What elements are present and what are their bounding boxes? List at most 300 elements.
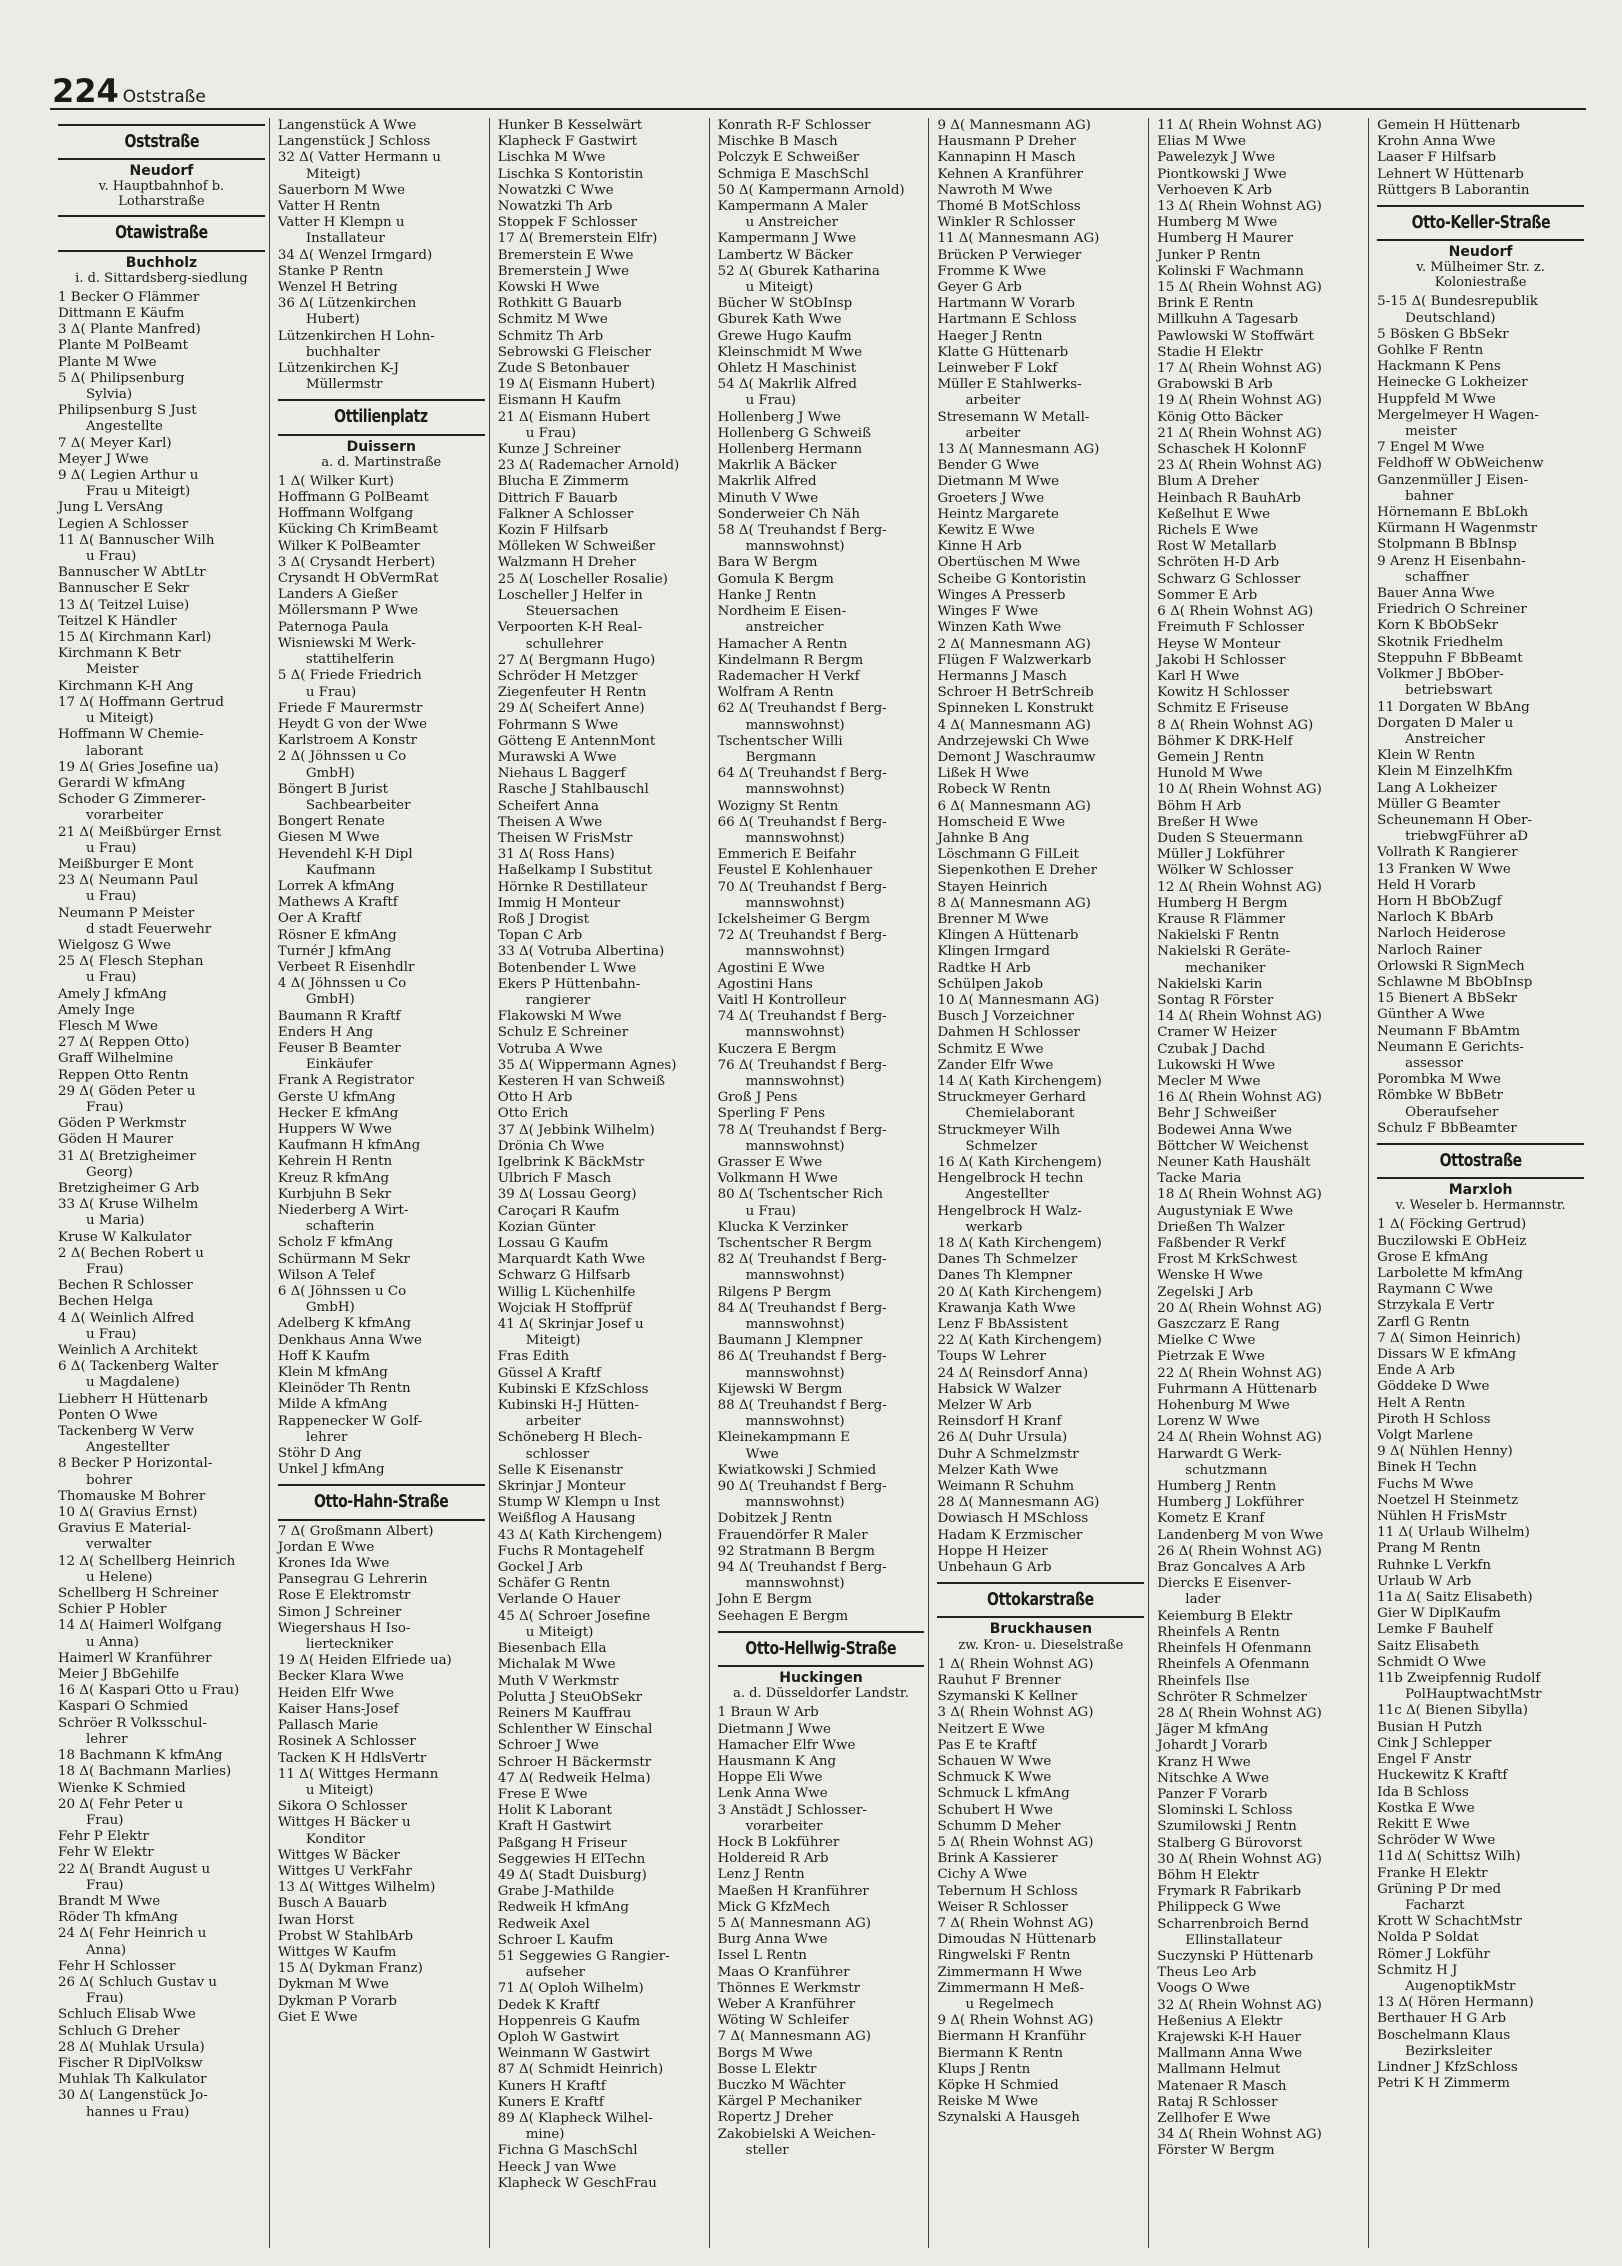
resident-entry: Gohlke F Rentn xyxy=(1377,343,1484,359)
resident-entry: Makrlik Alfred xyxy=(717,474,817,490)
entry-continuation: laborant xyxy=(86,743,144,759)
entry-continuation: Hubert) xyxy=(305,312,360,328)
resident-entry: Kubinski E KfzSchloss xyxy=(497,1381,649,1397)
resident-entry: 21 Δ( Eismann Hubert xyxy=(497,409,650,425)
resident-entry: Jahnke B Ang xyxy=(937,830,1030,846)
street-name: Otto-Hellwig-Straße xyxy=(745,1637,897,1659)
resident-entry: Willig L Küchenhilfe xyxy=(497,1284,636,1300)
resident-entry: Bechen R Schlosser xyxy=(58,1278,193,1294)
resident-entry: Sikora O Schlosser xyxy=(277,1799,408,1815)
resident-entry: Dahmen H Schlosser xyxy=(937,1025,1080,1041)
resident-entry: Groß J Pens xyxy=(717,1090,798,1106)
resident-entry: Bosse L Elektr xyxy=(717,2061,817,2077)
resident-entry: 18 Bachmann K kfmAng xyxy=(58,1748,223,1764)
resident-entry: Kürmann H Wagenmstr xyxy=(1377,521,1538,537)
resident-entry: 1 Becker O Flämmer xyxy=(58,289,200,305)
resident-entry: Danes Th Klempner xyxy=(937,1268,1073,1284)
resident-entry: Hamacher A Rentn xyxy=(717,636,848,652)
entry-continuation: Frau) xyxy=(86,1099,124,1115)
resident-entry: Meißburger E Mont xyxy=(58,856,194,872)
resident-entry: Heßenius A Elektr xyxy=(1157,2013,1283,2029)
resident-entry: Schulz E Schreiner xyxy=(497,1025,629,1041)
entry-continuation: GmbH) xyxy=(305,992,355,1008)
entry-continuation: mannswohnst) xyxy=(745,717,845,733)
resident-entry: Sperling F Pens xyxy=(717,1106,826,1122)
resident-entry: Kleinöder Th Rentn xyxy=(277,1381,411,1397)
resident-entry: Binek H Techn xyxy=(1377,1460,1477,1476)
resident-entry: Wölker W Schlosser xyxy=(1157,863,1293,879)
resident-entry: 88 Δ( Treuhandst f Berg- xyxy=(717,1398,887,1414)
entry-continuation: mine) xyxy=(525,2127,565,2143)
resident-entry: Biermann K Rentn xyxy=(937,2045,1063,2061)
resident-entry: Wenske H Wwe xyxy=(1157,1268,1263,1284)
resident-entry: Weiser R Schlosser xyxy=(937,1899,1068,1915)
resident-entry: Polczyk E Schweißer xyxy=(717,150,860,166)
resident-entry: Hadam K Erzmischer xyxy=(937,1527,1083,1543)
resident-entry: Caroçari R Kaufm xyxy=(497,1203,620,1219)
resident-entry: Rilgens P Bergm xyxy=(717,1284,832,1300)
entry-continuation: Frau) xyxy=(86,1262,124,1277)
resident-entry: Schmitz E Friseuse xyxy=(1157,701,1289,717)
entry-continuation: stattihelferin xyxy=(305,652,395,668)
resident-entry: Richels E Wwe xyxy=(1157,523,1259,539)
resident-entry: Klapheck F Gastwirt xyxy=(497,134,637,150)
resident-entry: Kuners H Kraftf xyxy=(497,2078,606,2094)
street-name: Ottilienplatz xyxy=(334,406,429,428)
entry-continuation: hannes u Frau) xyxy=(86,2104,190,2120)
resident-entry: Unbehaun G Arb xyxy=(937,1560,1052,1576)
resident-entry: 25 Δ( Flesch Stephan xyxy=(58,954,204,970)
resident-entry: Igelbrink K BäckMstr xyxy=(497,1155,645,1170)
resident-entry: Fuhrmann A Hüttenarb xyxy=(1157,1381,1317,1397)
resident-entry: Lambertz W Bäcker xyxy=(717,247,853,263)
resident-entry: Kunze J Schreiner xyxy=(497,442,621,458)
resident-entry: Verbeet R Eisenhdlr xyxy=(277,959,415,975)
resident-entry: Hoff K Kaufm xyxy=(277,1348,370,1364)
resident-entry: Kaspari O Schmied xyxy=(58,1699,189,1715)
entry-continuation: schullehrer xyxy=(525,636,604,652)
entry-continuation: anstreicher xyxy=(745,620,824,636)
resident-entry: Möllersmann P Wwe xyxy=(277,603,418,619)
resident-entry: Wöting W Schleifer xyxy=(717,2013,849,2029)
resident-entry: Rauhut F Brenner xyxy=(937,1672,1061,1688)
resident-entry: Redweik Axel xyxy=(497,1916,590,1932)
resident-entry: Tschentscher R Bergm xyxy=(717,1236,872,1252)
resident-entry: Issel L Rentn xyxy=(717,1948,807,1964)
resident-entry: Rademacher H Verkf xyxy=(717,668,860,684)
resident-entry: Feustel E Kohlenhauer xyxy=(717,863,873,879)
resident-entry: Andrzejewski Ch Wwe xyxy=(937,733,1090,749)
resident-entry: Klein M kfmAng xyxy=(277,1365,388,1381)
resident-entry: Probst W StahlbArb xyxy=(277,1928,414,1944)
resident-entry: Wenzel H Betring xyxy=(277,280,398,296)
resident-entry: Kampermann J Wwe xyxy=(717,231,857,247)
resident-entry: Wilker K PolBeamter xyxy=(277,538,420,554)
entry-continuation: mannswohnst) xyxy=(745,944,845,960)
resident-entry: Agostini Hans xyxy=(717,976,813,992)
resident-entry: Keiemburg B Elektr xyxy=(1157,1608,1293,1624)
resident-entry: Pas E te Kraftf xyxy=(937,1737,1037,1753)
entry-continuation: GmbH) xyxy=(305,765,355,781)
resident-entry: Heinecke G Lokheizer xyxy=(1377,375,1528,391)
resident-entry: Fichna G MaschSchl xyxy=(497,2143,638,2159)
resident-entry: 6 Δ( Jöhnssen u Co xyxy=(277,1284,407,1300)
resident-entry: Gravius E Material- xyxy=(58,1521,192,1537)
resident-entry: Piontkowski J Wwe xyxy=(1157,166,1287,182)
resident-entry: Czubak J Dachd xyxy=(1157,1041,1266,1057)
resident-entry: Hohenburg M Wwe xyxy=(1157,1398,1290,1414)
resident-entry: Nowatzki C Wwe xyxy=(497,182,614,198)
resident-entry: Emmerich E Beifahr xyxy=(717,847,856,863)
resident-entry: Busch J Vorzeichner xyxy=(937,1009,1075,1025)
entry-continuation: Angestellter xyxy=(86,1440,170,1456)
resident-entry: Schroer J Wwe xyxy=(497,1738,599,1754)
resident-entry: 17 Δ( Rhein Wohnst AG) xyxy=(1157,361,1322,377)
resident-entry: 11b Zweipfennig Rudolf xyxy=(1377,1671,1541,1687)
resident-entry: 41 Δ( Skrinjar Josef u xyxy=(497,1317,644,1333)
resident-entry: 8 Δ( Mannesmann AG) xyxy=(937,895,1091,911)
resident-entry: Baumann J Klempner xyxy=(717,1333,863,1349)
entry-continuation: u Miteigt) xyxy=(305,1782,374,1798)
resident-entry: Wojciak H Stoffprüf xyxy=(497,1300,632,1316)
resident-entry: 58 Δ( Treuhandst f Berg- xyxy=(717,523,887,539)
resident-entry: Kraft H Gastwirt xyxy=(497,1819,612,1835)
resident-entry: Brücken P Verwieger xyxy=(937,247,1082,263)
resident-entry: Plante M Wwe xyxy=(58,354,157,370)
resident-entry: Dietmann M Wwe xyxy=(937,474,1060,490)
resident-entry: Schülpen Jakob xyxy=(937,976,1044,992)
resident-entry: Toups W Lehrer xyxy=(937,1349,1046,1365)
resident-entry: Stump W Klempn u Inst xyxy=(497,1495,660,1511)
resident-entry: 9 Δ( Mannesmann AG) xyxy=(937,118,1091,133)
street-heading xyxy=(718,1631,925,1667)
resident-entry: Graff Wilhelmine xyxy=(58,1051,174,1067)
entry-continuation: vorarbeiter xyxy=(745,1818,823,1834)
resident-entry: 12 Δ( Rhein Wohnst AG) xyxy=(1157,879,1322,895)
resident-entry: Günther A Wwe xyxy=(1377,1007,1485,1023)
resident-entry: Scheibe G Kontoristin xyxy=(937,571,1087,587)
resident-entry: Slominski L Schloss xyxy=(1157,1803,1293,1819)
resident-entry: Heydt G von der Wwe xyxy=(277,716,428,732)
entry-continuation: betriebswart xyxy=(1405,683,1493,699)
resident-entry: Lenz J Rentn xyxy=(717,1867,805,1883)
column-2 xyxy=(269,118,489,2248)
resident-entry: 11d Δ( Schittsz Wilh) xyxy=(1377,1849,1521,1865)
resident-entry: Geyer G Arb xyxy=(937,280,1022,296)
resident-entry: Schier P Hobler xyxy=(58,1602,167,1618)
resident-entry: 1 Δ( Wilker Kurt) xyxy=(277,473,394,489)
resident-entry: Prang M Rentn xyxy=(1377,1541,1481,1557)
resident-entry: Bretzigheimer G Arb xyxy=(58,1180,200,1196)
resident-entry: Walzmann H Dreher xyxy=(497,555,636,571)
resident-entry: Feldhoff W ObWeichenw xyxy=(1377,456,1544,472)
resident-entry: Stöhr D Ang xyxy=(277,1446,362,1462)
resident-entry: Philippeck G Wwe xyxy=(1157,1900,1281,1916)
resident-entry: Ponten O Wwe xyxy=(58,1407,158,1423)
resident-entry: 3 Anstädt J Schlosser- xyxy=(717,1802,867,1818)
resident-entry: 13 Δ( Teitzel Luise) xyxy=(58,597,190,613)
resident-entry: Schmidt O Wwe xyxy=(1377,1654,1487,1670)
resident-entry: 1 Braun W Arb xyxy=(717,1705,819,1721)
district-name: Huckingen xyxy=(779,1670,863,1687)
resident-entry: 22 Δ( Rhein Wohnst AG) xyxy=(1157,1365,1322,1381)
resident-entry: Rappenecker W Golf- xyxy=(277,1413,423,1429)
resident-entry: Neuner Kath Haushält xyxy=(1157,1155,1311,1170)
entry-continuation: d stadt Feuerwehr xyxy=(86,921,212,937)
resident-entry: 9 Δ( Rhein Wohnst AG) xyxy=(937,2013,1094,2029)
resident-entry: Plante M PolBeamt xyxy=(58,338,189,354)
resident-entry: Botenbender L Wwe xyxy=(497,960,637,976)
resident-entry: Heeck J van Wwe xyxy=(497,2159,617,2175)
resident-entry: Klatte G Hüttenarb xyxy=(937,344,1069,360)
resident-entry: 34 Δ( Wenzel Irmgard) xyxy=(277,247,433,263)
resident-entry: Boschelmann Klaus xyxy=(1377,2027,1511,2043)
resident-entry: 94 Δ( Treuhandst f Berg- xyxy=(717,1560,887,1576)
resident-entry: Hoffmann G PolBeamt xyxy=(277,490,429,506)
resident-entry: 19 Δ( Eismann Hubert) xyxy=(497,377,656,393)
resident-entry: Steppuhn F BbBeamt xyxy=(1377,650,1523,666)
resident-entry: Braz Goncalves A Arb xyxy=(1157,1560,1306,1576)
resident-entry: Giet E Wwe xyxy=(277,2009,358,2025)
resident-entry: Schmiga E MaschSchl xyxy=(717,166,869,182)
resident-entry: Bücher W StObInsp xyxy=(717,296,853,312)
resident-entry: Böngert B Jurist xyxy=(277,781,388,797)
resident-entry: Kubinski H-J Hütten- xyxy=(497,1398,640,1414)
entry-continuation: mannswohnst) xyxy=(745,830,845,846)
resident-entry: Elias M Wwe xyxy=(1157,134,1246,150)
resident-entry: Narloch Heiderose xyxy=(1377,926,1506,942)
resident-entry: 20 Δ( Kath Kirchengem) xyxy=(937,1284,1102,1300)
resident-entry: Scharrenbroich Bernd xyxy=(1157,1916,1309,1932)
resident-entry: Dittrich F Bauarb xyxy=(497,490,618,506)
resident-entry: Hackmann K Pens xyxy=(1377,359,1501,375)
resident-entry: Drießen Th Walzer xyxy=(1157,1219,1285,1235)
resident-entry: Bremerstein J Wwe xyxy=(497,263,630,279)
resident-entry: Schluch Elisab Wwe xyxy=(58,2007,196,2023)
resident-entry: 3 Δ( Crysandt Herbert) xyxy=(277,554,436,570)
resident-entry: Bannuscher E Sekr xyxy=(58,581,189,597)
resident-entry: 49 Δ( Stadt Duisburg) xyxy=(497,1867,647,1883)
resident-entry: Selle K Eisenanstr xyxy=(497,1462,623,1478)
resident-entry: Schröder H Metzger xyxy=(497,668,638,684)
resident-entry: Hengelbrock H techn xyxy=(937,1171,1084,1187)
resident-entry: Dowiasch H MSchloss xyxy=(937,1511,1089,1527)
entry-continuation: mannswohnst) xyxy=(745,1576,845,1592)
resident-entry: Weinlich A Architekt xyxy=(58,1343,198,1359)
resident-entry: Böhm H Elektr xyxy=(1157,1867,1259,1883)
resident-entry: Kaiser Hans-Josef xyxy=(277,1701,399,1717)
resident-entry: Amely Inge xyxy=(58,1002,135,1018)
resident-entry: Johardt J Vorarb xyxy=(1157,1738,1268,1754)
resident-entry: Frost M KrkSchwest xyxy=(1157,1252,1297,1268)
resident-entry: Krott W SchachtMstr xyxy=(1377,1914,1522,1930)
resident-entry: Biermann H Kranführ xyxy=(937,2029,1086,2045)
resident-entry: Turnér J kfmAng xyxy=(277,943,392,959)
resident-entry: 80 Δ( Tschentscher Rich xyxy=(717,1187,883,1203)
resident-entry: Hörnemann E BbLokh xyxy=(1377,505,1529,521)
resident-entry: Lißek H Wwe xyxy=(937,766,1029,782)
resident-entry: Förster W Bergm xyxy=(1157,2143,1275,2159)
street-name: Oststraße xyxy=(124,131,199,152)
resident-entry: Agostini E Wwe xyxy=(717,960,825,976)
resident-entry: 45 Δ( Schroer Josefine xyxy=(497,1608,651,1624)
resident-entry: Göden P Werkmstr xyxy=(58,1116,186,1132)
resident-entry: Mielke C Wwe xyxy=(1157,1333,1256,1349)
entry-continuation: schlosser xyxy=(525,1446,590,1462)
resident-entry: Schroer H Bäckermstr xyxy=(497,1754,652,1770)
resident-entry: Muth V Werkmstr xyxy=(497,1673,619,1689)
resident-entry: Feuser B Beamter xyxy=(277,1040,401,1056)
resident-entry: Kärgel P Mechaniker xyxy=(717,2094,862,2110)
district-name: Neudorf xyxy=(1448,244,1513,261)
street-extent: v. Hauptbahnhof b. Lotharstraße xyxy=(98,179,225,210)
resident-entry: Hausmann P Dreher xyxy=(937,134,1077,150)
resident-entry: 16 Δ( Kath Kirchengem) xyxy=(937,1155,1102,1170)
entry-continuation: u Helene) xyxy=(86,1569,153,1585)
resident-entry: Weimann R Schuhm xyxy=(937,1479,1075,1495)
resident-entry: Gburek Kath Wwe xyxy=(717,312,842,328)
resident-entry: Schröten H-D Arb xyxy=(1157,555,1280,571)
resident-entry: Frese E Wwe xyxy=(497,1786,588,1802)
resident-entry: 89 Δ( Klapheck Wilhel- xyxy=(497,2110,653,2126)
resident-entry: Piroth H Schloss xyxy=(1377,1411,1491,1427)
resident-entry: Rheinfels A Ofenmann xyxy=(1157,1657,1310,1673)
resident-entry: Ruhnke L Verkfn xyxy=(1377,1557,1492,1573)
resident-entry: Petri K H Zimmerm xyxy=(1377,2076,1511,2092)
resident-entry: Klups J Rentn xyxy=(937,2061,1031,2077)
resident-entry: Kruse W Kalkulator xyxy=(58,1229,192,1245)
resident-entry: Mölleken W Schweißer xyxy=(497,539,656,555)
entry-continuation: Anstreicher xyxy=(1405,731,1485,747)
resident-entry: Dedek K Kraftf xyxy=(497,1997,600,2013)
resident-entry: Cichy A Wwe xyxy=(937,1867,1027,1883)
resident-entry: 16 Δ( Kaspari Otto u Frau) xyxy=(58,1683,240,1699)
resident-entry: Stanke P Rentn xyxy=(277,263,384,279)
resident-entry: Kannapinn H Masch xyxy=(937,150,1076,166)
resident-entry: Szynalski A Hausgeh xyxy=(937,2110,1080,2126)
entry-continuation: Bergmann xyxy=(745,749,817,765)
street-heading xyxy=(58,124,265,160)
resident-entry: 1 Δ( Föcking Gertrud) xyxy=(1377,1217,1527,1233)
entry-continuation: bohrer xyxy=(86,1472,132,1488)
resident-entry: Grabowski B Arb xyxy=(1157,377,1273,393)
entry-continuation: u Miteigt) xyxy=(745,280,814,296)
resident-entry: Held H Vorarb xyxy=(1377,877,1476,893)
resident-entry: Nakielski F Rentn xyxy=(1157,928,1280,944)
resident-entry: Mick G KfzMech xyxy=(717,1899,831,1915)
resident-entry: Bremerstein E Wwe xyxy=(497,247,634,263)
resident-entry: Fuchs R Montagehelf xyxy=(497,1543,644,1559)
page-header xyxy=(52,72,206,110)
resident-entry: 32 Δ( Vatter Hermann u xyxy=(277,150,441,166)
resident-entry: 15 Δ( Kirchmann Karl) xyxy=(58,630,212,646)
resident-entry: Röder Th kfmAng xyxy=(58,1910,178,1926)
entry-continuation: u Frau) xyxy=(745,393,796,409)
entry-continuation: Meister xyxy=(86,662,139,678)
resident-entry: 1 Δ( Rhein Wohnst AG) xyxy=(937,1656,1094,1672)
resident-entry: 5 Bösken G BbSekr xyxy=(1377,326,1509,342)
resident-entry: Nühlen H FrisMstr xyxy=(1377,1509,1507,1525)
page-number: 224 xyxy=(52,72,119,110)
resident-entry: Bara W Bergm xyxy=(717,555,818,571)
resident-entry: 18 Δ( Kath Kirchengem) xyxy=(937,1236,1102,1252)
resident-entry: Denkhaus Anna Wwe xyxy=(277,1332,422,1348)
resident-entry: Schulz F BbBeamter xyxy=(1377,1120,1517,1136)
resident-entry: Busch A Bauarb xyxy=(277,1896,387,1912)
resident-entry: Kurbjuhn B Sekr xyxy=(277,1186,392,1202)
resident-entry: Neumann P Meister xyxy=(58,905,195,921)
resident-entry: 90 Δ( Treuhandst f Berg- xyxy=(717,1479,887,1495)
resident-entry: Rose E Elektromstr xyxy=(277,1588,411,1604)
resident-entry: Gomula K Bergm xyxy=(717,571,834,587)
resident-entry: Lorrek A kfmAng xyxy=(277,878,395,894)
resident-entry: Schumm D Meher xyxy=(937,1818,1061,1834)
resident-entry: Heinbach R BauhArb xyxy=(1157,490,1301,506)
resident-entry: Hausmann K Ang xyxy=(717,1753,837,1769)
resident-entry: Kometz E Kranf xyxy=(1157,1511,1265,1527)
resident-entry: Zegelski J Arb xyxy=(1157,1284,1254,1300)
entry-continuation: arbeiter xyxy=(525,1414,581,1430)
resident-entry: Kirchmann K-H Ang xyxy=(58,678,194,694)
resident-entry: 54 Δ( Makrlik Alfred xyxy=(717,377,857,393)
resident-entry: 6 Δ( Tackenberg Walter xyxy=(58,1359,219,1375)
resident-entry: 17 Δ( Bremerstein Elfr) xyxy=(497,231,658,247)
resident-entry: Teitzel K Händler xyxy=(58,613,177,629)
resident-entry: Meyer J Wwe xyxy=(58,451,149,467)
district-name: Buchholz xyxy=(125,254,198,271)
resident-entry: Verlande O Hauer xyxy=(497,1592,620,1608)
resident-entry: Krause R Flämmer xyxy=(1157,911,1285,927)
resident-entry: Otto H Arb xyxy=(497,1090,573,1106)
resident-entry: Nitschke A Wwe xyxy=(1157,1770,1270,1786)
resident-entry: 22 Δ( Kath Kirchengem) xyxy=(937,1333,1102,1349)
resident-entry: Niederberg A Wirt- xyxy=(277,1203,409,1218)
resident-entry: Vollrath K Rangierer xyxy=(1377,845,1518,861)
entry-continuation: u Maria) xyxy=(86,1213,145,1229)
resident-entry: 18 Δ( Rhein Wohnst AG) xyxy=(1157,1187,1322,1203)
resident-entry: Bender G Wwe xyxy=(937,458,1040,474)
resident-entry: Kostka E Wwe xyxy=(1377,1800,1475,1816)
resident-entry: 87 Δ( Schmidt Heinrich) xyxy=(497,2062,664,2078)
entry-continuation: Anna) xyxy=(86,1942,127,1958)
resident-entry: Engel F Anstr xyxy=(1377,1752,1472,1768)
resident-entry: Weber A Kranführer xyxy=(717,1996,856,2012)
resident-entry: Topan C Arb xyxy=(497,928,583,944)
resident-entry: Ziegenfeuter H Rentn xyxy=(497,685,647,701)
resident-entry: Makrlik A Bäcker xyxy=(717,458,837,474)
resident-entry: Immig H Monteur xyxy=(497,895,621,911)
resident-entry: Orlowski R SignMech xyxy=(1377,958,1525,974)
resident-entry: Kinne H Arb xyxy=(937,539,1022,555)
resident-entry: Wiegershaus H Iso- xyxy=(277,1620,411,1636)
resident-entry: 30 Δ( Langenstück Jo- xyxy=(58,2088,208,2104)
resident-entry: Mallmann Anna Wwe xyxy=(1157,2046,1303,2062)
resident-entry: Ropertz J Dreher xyxy=(717,2110,833,2126)
resident-entry: Lemke F Bauhelf xyxy=(1377,1622,1493,1638)
resident-entry: Hanke J Rentn xyxy=(717,587,817,603)
resident-entry: 3 Δ( Plante Manfred) xyxy=(58,322,201,338)
resident-entry: Scheifert Anna xyxy=(497,798,600,814)
resident-entry: Roß J Drogist xyxy=(497,911,589,927)
resident-entry: Flakowski M Wwe xyxy=(497,1009,622,1025)
resident-entry: Landers A Gießer xyxy=(277,587,398,603)
resident-entry: 27 Δ( Bergmann Hugo) xyxy=(497,652,656,668)
resident-entry: Oploh W Gastwirt xyxy=(497,2029,619,2045)
resident-entry: 74 Δ( Treuhandst f Berg- xyxy=(717,1009,887,1025)
entry-continuation: u Frau) xyxy=(745,1203,796,1219)
resident-entry: Zellhofer E Wwe xyxy=(1157,2110,1271,2126)
resident-entry: Otto Erich xyxy=(497,1106,569,1122)
